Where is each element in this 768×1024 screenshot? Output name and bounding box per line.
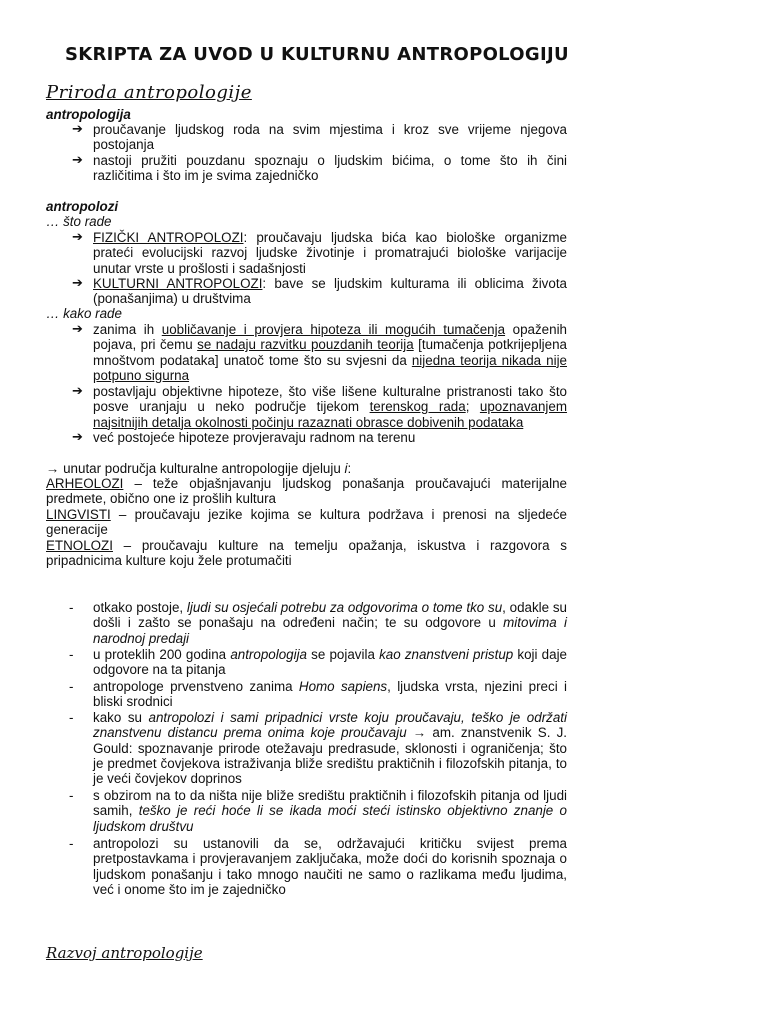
definition-etnolozi: ETNOLOZI – proučavaju kulture na temelju opažanja, iskustva i razgovora s pripadnicima kulture koju žele protumačiti [46, 538, 567, 569]
bullet-item: nastoji pružiti pouzdanu spoznaju o ljudskim bićima, o tome što ih čini različitima i što im je svima zajedničko [93, 153, 567, 184]
bullet-hipoteze: zanima ih uobličavanje i provjera hipoteza ili mogućih tumačenja opaženih pojava, pri čemu se nadaju razvitku pouzdanih teorija [tumačenja potkrijepljena mnoštvom podataka] unatoč tome što su svjesni da nijedna teorija nikada nije potpuno sigurna [93, 322, 567, 383]
section-heading-priroda: Priroda antropologije [46, 82, 252, 103]
bullet-teren: već postojeće hipoteze provjeravaju radnom na terenu [93, 430, 416, 445]
arrow-right-icon: ➔ [72, 322, 83, 337]
arrow-right-icon: ➔ [72, 276, 83, 291]
arrow-right-icon: ➔ [72, 153, 83, 168]
arrow-right-icon: ➔ [72, 122, 83, 137]
intro-podrucja: → unutar područja kulturalne antropologije djeluju i: [46, 461, 352, 476]
definition-arheolozi: ARHEOLOZI – teže objašnjavanju ljudskog ponašanja proučavajući materijalne predmete, obično one iz prošlih kultura [46, 476, 567, 507]
definition-lingvisti: LINGVISTI – proučavaju jezike kojima se kultura podržava i prenosi na sljedeće generacije [46, 507, 567, 538]
arrow-right-icon: ➔ [72, 430, 83, 445]
list-item: kako su antropolozi i sami pripadnici vrste koju proučavaju, teško je održati znanstvenu distancu prema onima koje proučavaju → am. znanstvenik S. J. Gould: spoznavanje prirode otežavaju predrasude, sklonosti i ograničenja; što je predmet čovjekova istraživanja bliže središtu praktičnih i filozofskih pitanja, to je veći čovjekov doprinos [93, 710, 567, 787]
term-arheolozi: ARHEOLOZI [46, 476, 124, 491]
document-title: SKRIPTA ZA UVOD U KULTURNU ANTROPOLOGIJU [65, 44, 569, 65]
dash-marker: - [69, 788, 74, 803]
arrow-right-icon: ➔ [72, 384, 83, 399]
list-item: s obzirom na to da ništa nije bliže središtu praktičnih i filozofskih pitanja od ljudi samih, teško je reći hoće li se ikada moći steći istinsko objektivno znanje o ljudskom društvu [93, 788, 567, 834]
term-antropolozi: antropolozi [46, 199, 119, 214]
bullet-fizicki: FIZIČKI ANTROPOLOZI: proučavaju ljudska bića kao biološke organizme prateći evolucijski razvoj ljudske životinje i promatrajući biološke varijacije unutar vrste u prošlosti i sadašnjosti [93, 230, 567, 276]
term-lingvisti: LINGVISTI [46, 507, 111, 522]
section-heading-razvoj: Razvoj antropologije [46, 944, 203, 962]
list-item: antropolozi su ustanovili da se, održavajući kritičku svijest prema pretpostavkama i provjeravanjem zaključaka, može doći do korisnih spoznaja o ljudskom ponašanju i tako mnogo naučiti ne samo o razlikama među ljudima, već i onome što im je zajedničko [93, 836, 567, 897]
dash-marker: - [69, 679, 74, 694]
list-item: otkako postoje, ljudi su osjećali potrebu za odgovorima o tome tko su, odakle su došli i zašto se ponašaju na određeni način; te su odgovore u mitovima i narodnoj predaji [93, 600, 568, 646]
bullet-kulturni: KULTURNI ANTROPOLOZI: bave se ljudskim kulturama ili oblicima života (ponašanjima) u društvima [93, 276, 567, 307]
subheading-sto-rade: … što rade [46, 214, 112, 229]
term-antropologija: antropologija [46, 107, 131, 122]
term-fizicki-antropolozi: FIZIČKI ANTROPOLOZI [93, 230, 244, 245]
arrow-right-icon: ➔ [72, 230, 83, 245]
term-kulturni-antropolozi: KULTURNI ANTROPOLOZI [93, 276, 263, 291]
dash-marker: - [69, 836, 74, 851]
bullet-item: proučavanje ljudskog roda na svim mjestima i kroz sve vrijeme njegova postojanja [93, 122, 567, 153]
dash-marker: - [69, 710, 74, 725]
dash-marker: - [69, 647, 74, 662]
bullet-objektivne-hipoteze: postavljaju objektivne hipoteze, što više lišene kulturalne pristranosti tako što posve uranjaju u neko područje tijekom terenskog rada; upoznavanjem najsitnijih detalja okolnosti počinju razaznati obrasce dobivenih podataka [93, 384, 568, 430]
list-item: antropologe prvenstveno zanima Homo sapiens, ljudska vrsta, njezini preci i bliski srodnici [93, 679, 567, 710]
term-etnolozi: ETNOLOZI [46, 538, 113, 553]
list-item: u proteklih 200 godina antropologija se pojavila kao znanstveni pristup koji daje odgovore na ta pitanja [93, 647, 567, 678]
subheading-kako-rade: … kako rade [46, 306, 122, 321]
dash-marker: - [69, 600, 74, 615]
